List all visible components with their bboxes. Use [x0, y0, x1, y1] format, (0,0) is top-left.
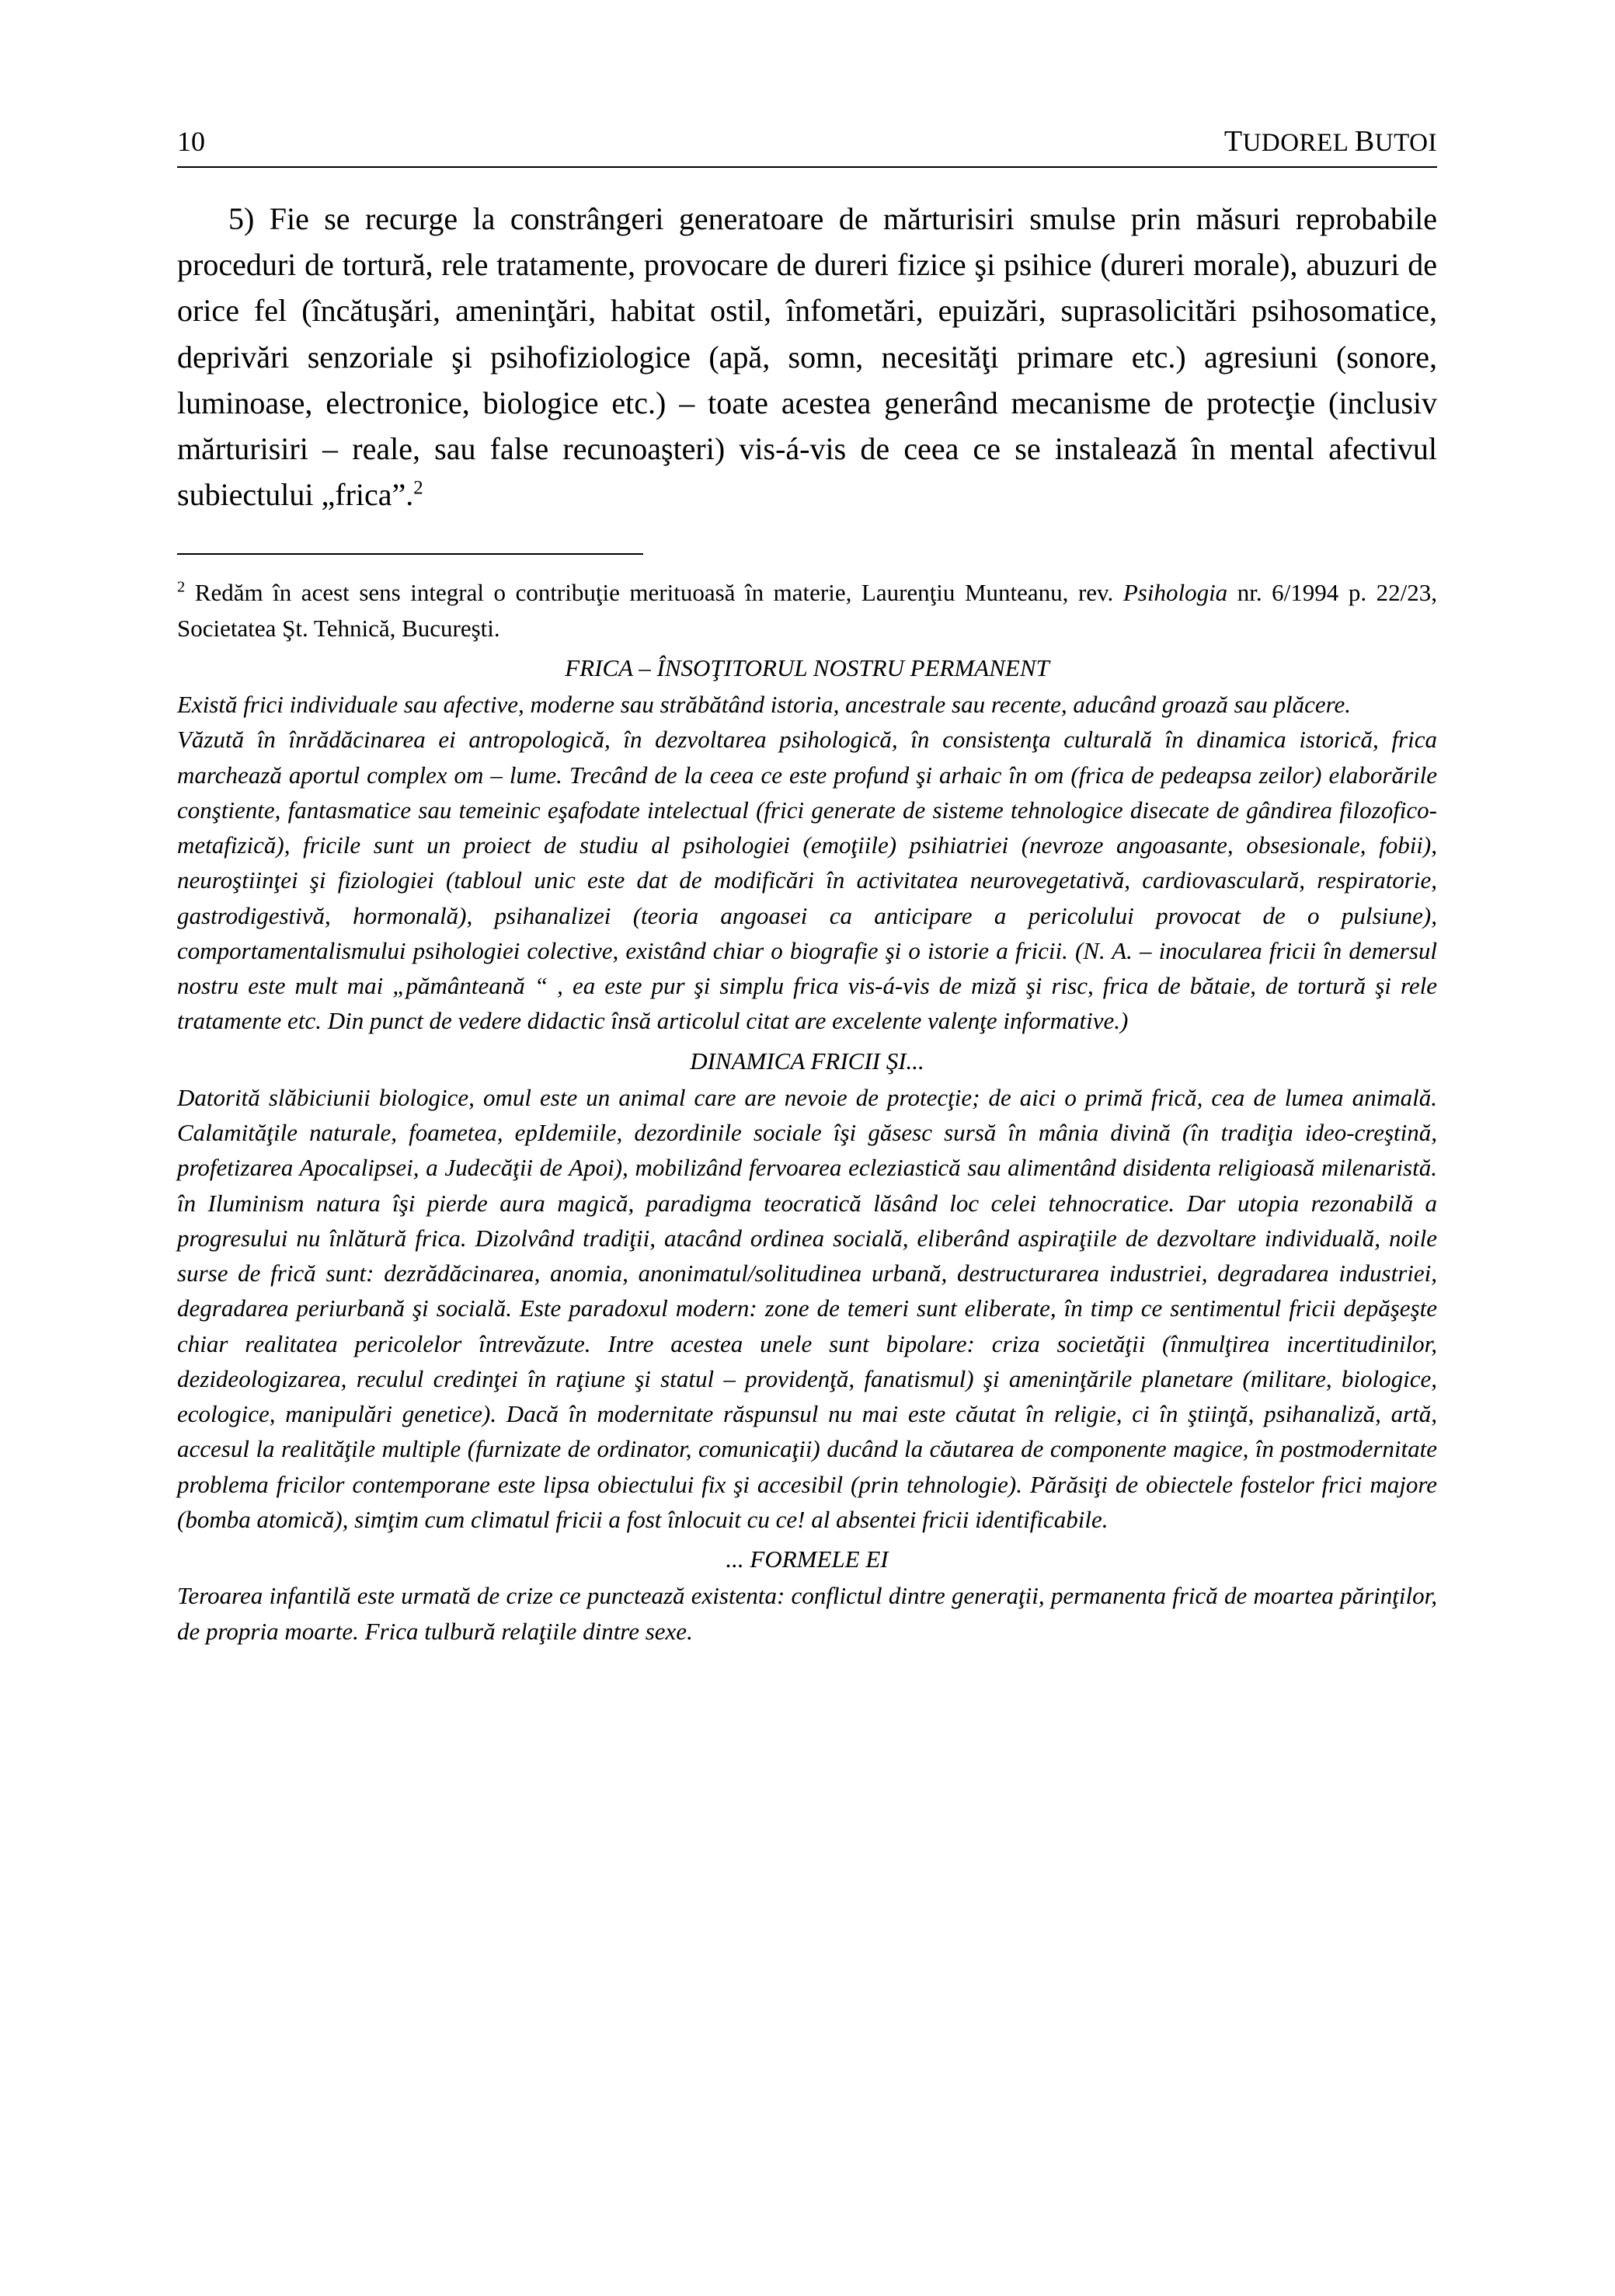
- running-title-initial-1: T: [1223, 125, 1243, 158]
- header-divider: [177, 166, 1437, 168]
- page-content: [177, 124, 1437, 1649]
- footnote-block: [177, 575, 1437, 1649]
- footnote-intro: [177, 575, 1437, 646]
- page-header: [177, 124, 1437, 159]
- footnote-paragraph-2: Văzută în înrădăcinarea ei antropologică, în dezvoltarea psihologică, în consistenţa culturală în dinamica istorică, frica marchează aportul complex om – lume. Trecând de la ceea ce este profund şi arhaic în om (frica de pedeapsa zeilor) elaborările conştiente, fantasmatice sau temeinic eşafodate intelectual (frici generate de sisteme tehnologice disecate de gândirea filozofico-metafizică), fricile sunt un proiect de studiu al psihologiei (emoţiile) psihiatriei (nevroze angoasante, obsesionale, fobii), neuroştiinţei şi fiziologiei (tabloul unic este dat de modificări în activitatea neurovegetativă, cardiovasculară, respiratorie, gastrodigestivă, hormonală), psihanalizei (teoria angoasei ca anticipare a pericolului provocat de o pulsiune), comportamentalismului psihologiei colective, existând chiar o biografie şi o istorie a fricii. (N. A. – inocularea fricii în demersul nostru este mult mai „pământeană “ , ea este pur şi simplu frica vis-á-vis de miză şi risc, frica de bătaie, de tortură şi rele tratamente etc. Din punct de vedere didactic însă articolul citat are excelente valenţe informative.): [177, 726, 1437, 1035]
- page-number: 10: [177, 126, 205, 157]
- footnote-heading-1: FRICA – ÎNSOŢITORUL NOSTRU PERMANENT: [565, 653, 1049, 681]
- body-paragraph: [177, 196, 1437, 517]
- footnote-separator: [177, 553, 643, 555]
- footnote-reference: 2: [413, 477, 423, 499]
- footnote-heading-2: DINAMICA FRICII ŞI...: [690, 1047, 924, 1075]
- running-title: [1224, 124, 1437, 159]
- footnote-paragraph-3: Datorită slăbiciunii biologice, omul este un animal care are nevoie de protecţie; de aici o primă frică, cea de lumea animală. Calamităţile naturale, foametea, epIdemiile, dezordinile sociale îşi găsesc sursă în mânia divină (în tradiţia ideo-creştină, profetizarea Apocalipsei, a Judecăţii de Apoi), mobilizând fervoarea ecleziastică sau alimentând disidenta religioasă milenaristă. în Iluminism natura îşi pierde aura magică, paradigma teocratică lăsând loc celei tehnocratice. Dar utopia rezonabilă a progresului nu înlătură frica. Dizolvând tradiţii, atacând ordinea socială, eliberând aspiraţiile de dezvoltare individuală, noile surse de frică sunt: dezrădăcinarea, anomia, anonimatul/solitudinea urbană, destructurarea industriei, degradarea industriei, degradarea periurbană şi socială. Este paradoxul modern: zone de temeri sunt eliberate, în timp ce sentimentul fricii depăşeşte chiar realitatea pericolelor întrevăzute. Intre acestea unele sunt bipolare: criza societăţii (înmulţirea incertitudinilor, dezideologizarea, reculul credinţei în raţiune şi statul – providenţă, fanatismul) şi ameninţările planetare (militare, biologice, ecologice, manipulări genetice). Dacă în modernitate răspunsul nu mai este căutat în religie, ci în ştiinţă, psihanaliză, artă, accesul la realităţile multiple (furnizate de ordinator, comunicaţii) ducând la căutarea de componente magice, în postmodernitate problema fricilor contemporane este lipsa obiectului fix şi accesibil (prin tehnologie). Părăsiţi de obiectele fostelor frici majore (bomba atomică), simţim cum climatul fricii a fost înlocuit cu ce! al absentei fricii identificabile.: [177, 1083, 1437, 1533]
- body-paragraph-text: 5) Fie se recurge la constrângeri generatoare de mărturisiri smulse prin măsuri reprobabile proceduri de tortură, rele tratamente, provocare de dureri fizice şi psihice (dureri morale), abuzuri de orice fel (încătuşări, ameninţări, habitat ostil, înfometări, epuizări, suprasolicitări psihosomatice, deprivări senzoriale şi psihofiziologice (apă, somn, necesităţi primare etc.) agresiuni (sonore, luminoase, electronice, biologice etc.) – toate acestea generând mecanisme de protecţie (inclusiv mărturisiri – reale, sau false recunoaşteri) vis-á-vis de ceea ce se instalează în mental afectivul subiectului „frica”.: [177, 201, 1437, 513]
- footnote-paragraph-4: Teroarea infantilă este urmată de crize ce punctează existenta: conflictul dintre generaţii, permanenta frică de moartea părinţilor, de propria moarte. Frica tulbură relaţiile dintre sexe.: [177, 1582, 1437, 1645]
- running-title-word-1: UDOREL: [1242, 129, 1355, 157]
- footnote-marker: 2: [177, 578, 186, 596]
- footnote-journal-title: Psihologia: [1122, 579, 1228, 607]
- footnote-paragraph-1: Există frici individuale sau afective, moderne sau străbătând istoria, ancestrale sau recente, aducând groază sau plăcere.: [177, 691, 1352, 719]
- footnote-intro-part1: Redăm în acest sens integral o contribuţie merituoasă în materie, Laurenţiu Munteanu, rev.: [185, 579, 1123, 607]
- footnote-heading-3: ... FORMELE EI: [726, 1545, 889, 1573]
- running-title-word-2: UTOI: [1374, 129, 1437, 157]
- running-title-initial-2: B: [1354, 125, 1375, 158]
- footnote-intro-part2: nr. 6/1994 p. 22/23, Societatea Şt. Tehnică, Bucureşti.: [177, 579, 1438, 642]
